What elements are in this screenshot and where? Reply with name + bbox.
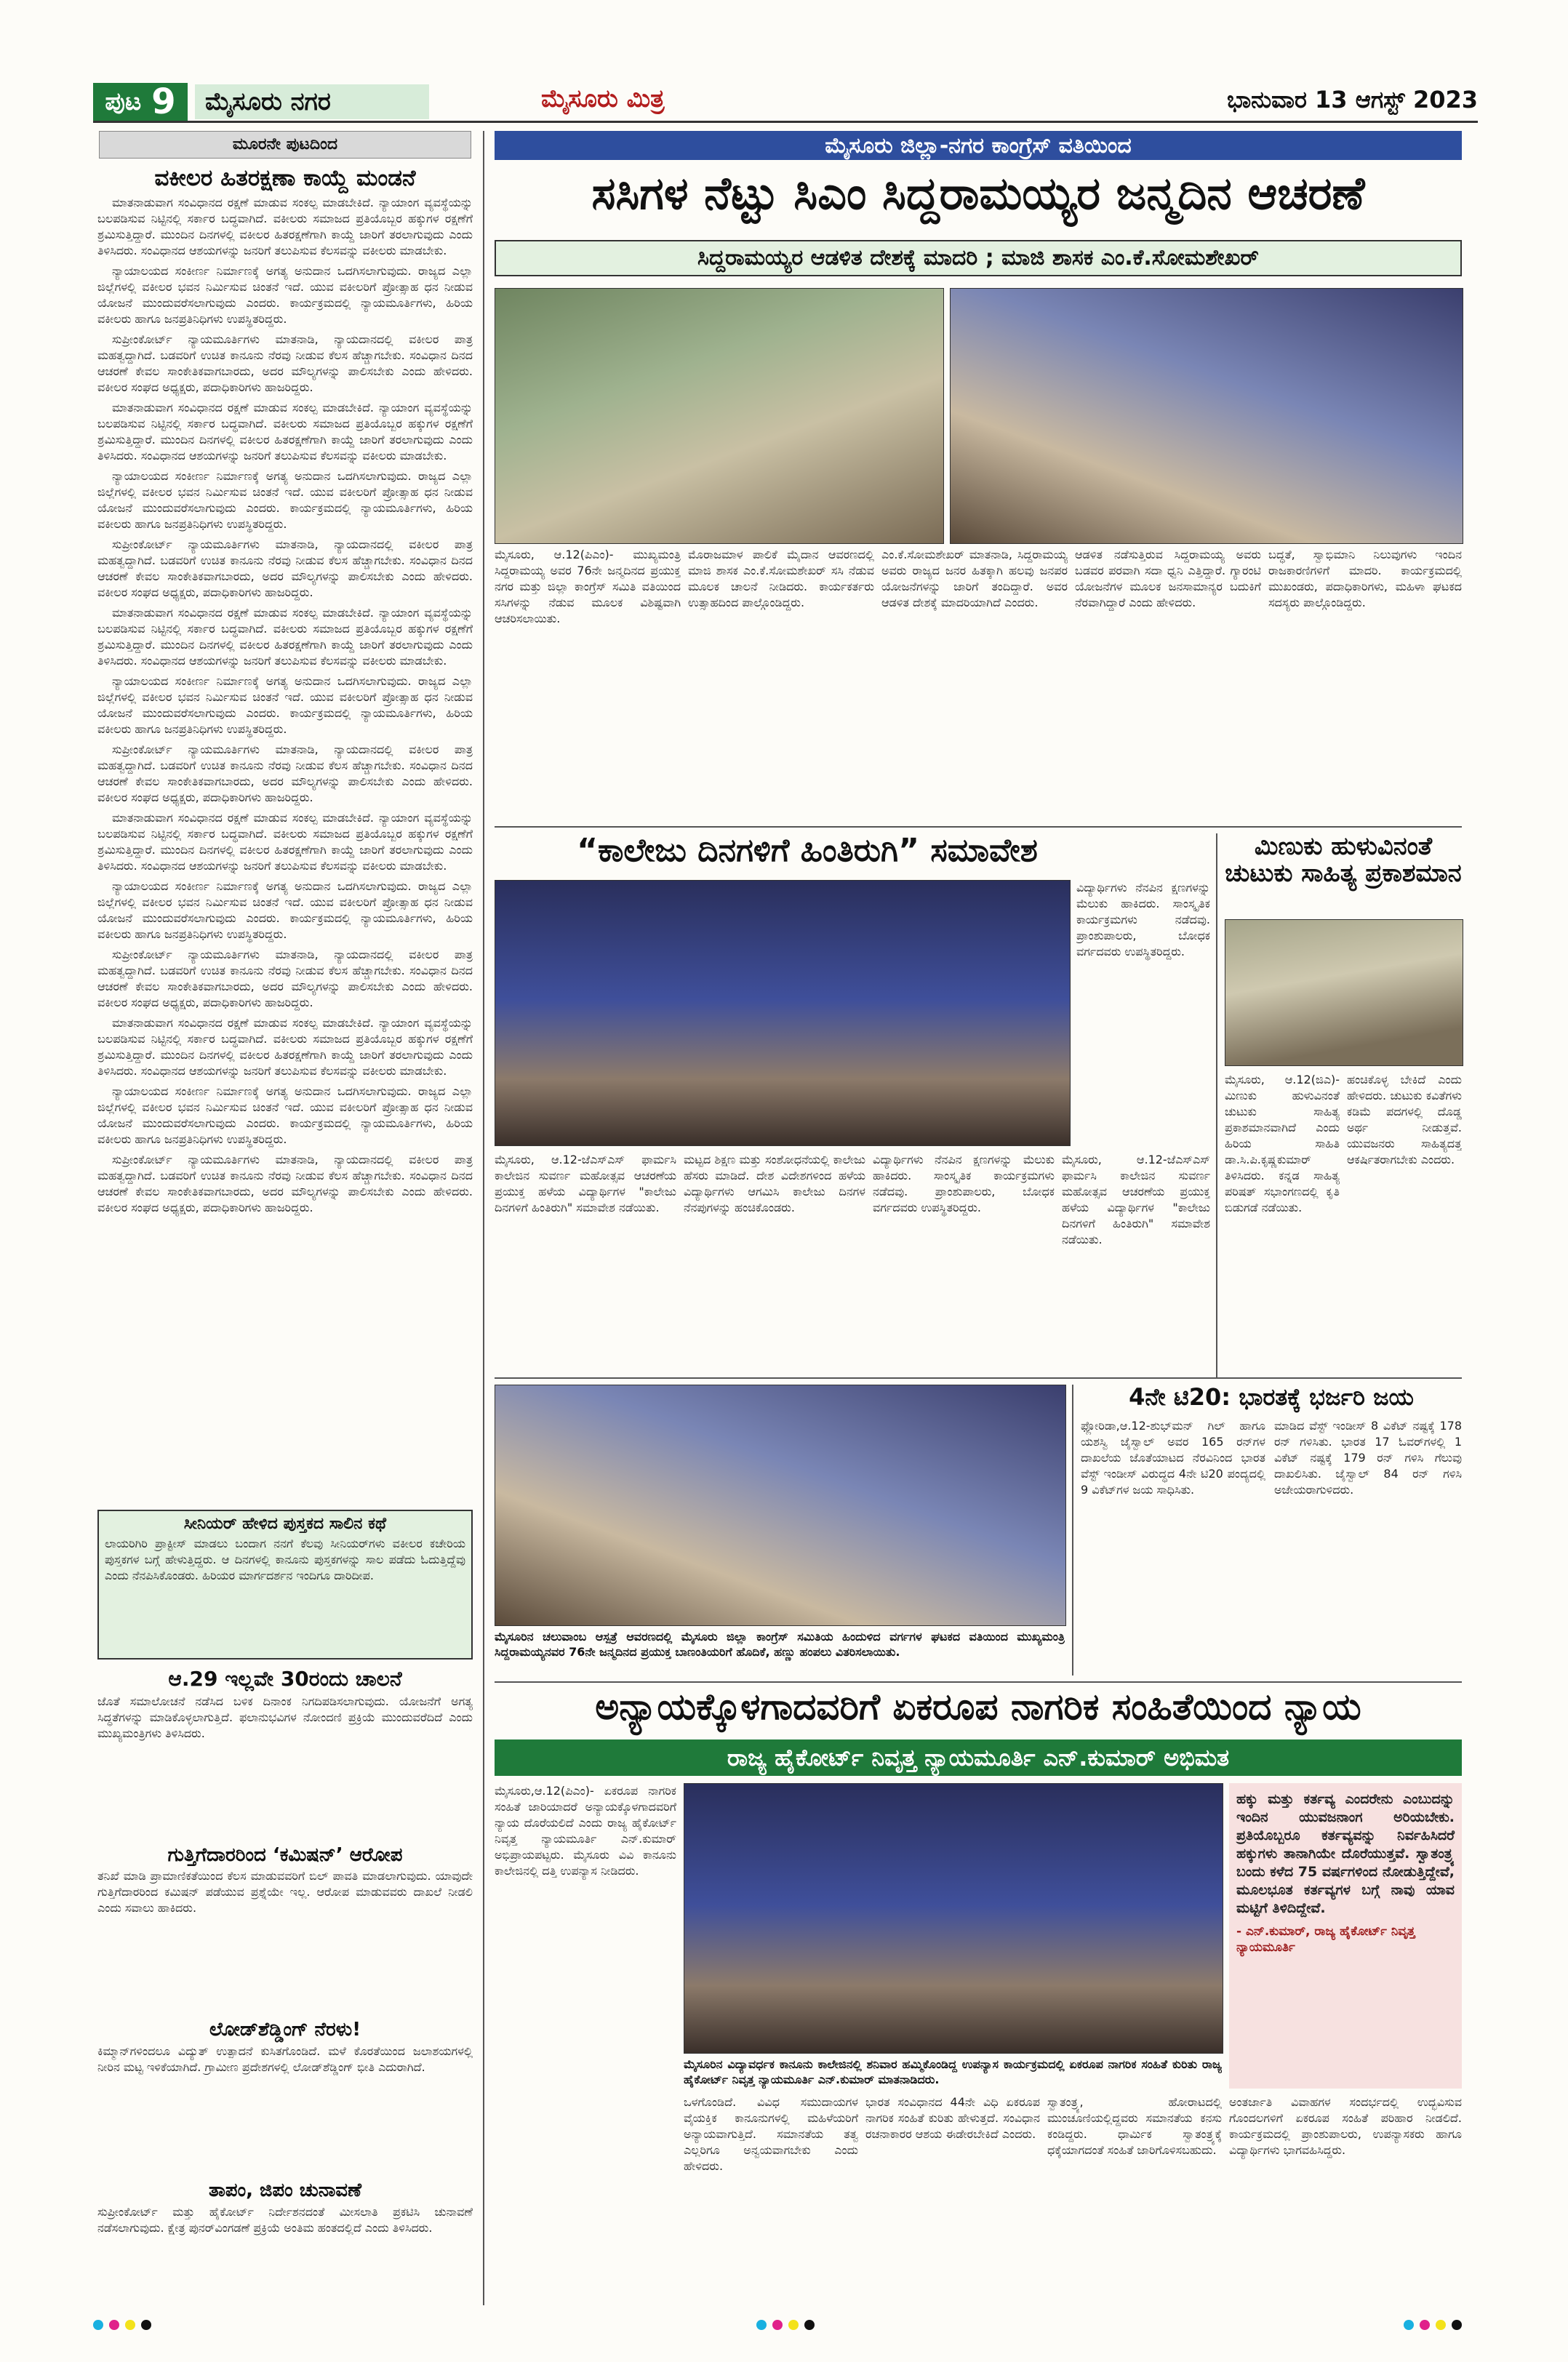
college-title: “ಕಾಲೇಜು ದಿನಗಳಿಗೆ ಹಿಂತಿರುಗಿ” ಸಮಾವೇಶ <box>577 832 1038 869</box>
cyan-mark <box>756 2320 767 2330</box>
ucc-quote-box <box>1229 1783 1462 2089</box>
ucc-quote: ಹಕ್ಕು ಮತ್ತು ಕರ್ತವ್ಯ ಎಂದರೇನು ಎಂಬುದನ್ನು ಇಂದಿನ ಯುವಜನಾಂಗ ಅರಿಯಬೇಕು. ಪ್ರತಿಯೊಬ್ಬರೂ ಕರ್ತವ್ಯವನ್ನು ನಿರ್ವಹಿಸಿದರೆ ಹಕ್ಕುಗಳು ತಾನಾಗಿಯೇ ದೊರೆಯುತ್ತವೆ. ಸ್ವಾತಂತ್ರ್ಯ ಬಂದು ಕಳೆದ 75 ವರ್ಷಗಳಿಂದ ನೋಡುತ್ತಿದ್ದೇವೆ, ಮೂಲಭೂತ ಕರ್ತವ್ಯಗಳ ಬಗ್ಗೆ ನಾವು ಯಾವ ಮಟ್ಟಿಗೆ ತಿಳಿದಿದ್ದೇವೆ. <box>1236 1791 1455 1916</box>
ucc-quote-author: - ಎನ್.ಕುಮಾರ್, ರಾಜ್ಯ ಹೈಕೋರ್ಟ್ ನಿವೃತ್ತ ನ್ಯಾಯಮೂರ್ತಿ <box>1236 1924 1415 1955</box>
cricket-title: 4ನೇ ಟಿ20: ಭಾರತಕ್ಕೆ ಭರ್ಜರಿ ಜಯ <box>1129 1383 1414 1411</box>
page-number: 9 <box>151 81 176 122</box>
lawyers-act-p3: ಸುಪ್ರೀಂಕೋರ್ಟ್ ನ್ಯಾಯಮೂರ್ತಿಗಳು ಮಾತನಾಡಿ, ನ್ಯಾಯದಾನದಲ್ಲಿ ವಕೀಲರ ಪಾತ್ರ ಮಹತ್ವದ್ದಾಗಿದೆ. ಬಡವರಿಗೆ ಉಚಿತ ಕಾನೂನು ನೆರವು ನೀಡುವ ಕೆಲಸ ಹೆಚ್ಚಾಗಬೇಕು. ಸಂವಿಧಾನ ದಿನದ ಆಚರಣೆ ಕೇವಲ ಸಾಂಕೇತಿಕವಾಗಬಾರದು, ಅದರ ಮೌಲ್ಯಗಳನ್ನು ಪಾಲಿಸಬೇಕು ಎಂದು ಹೇಳಿದರು. ವಕೀಲರ ಸಂಘದ ಅಧ್ಯಕ್ಷರು, ಪದಾಧಿಕಾರಿಗಳು ಹಾಜರಿದ್ದರು. <box>97 332 473 395</box>
yellow-mark <box>1436 2320 1446 2330</box>
lawyers-act-p1-cont4: ಮಾತನಾಡುವಾಗ ಸಂವಿಧಾನದ ರಕ್ಷಣೆ ಮಾಡುವ ಸಂಕಲ್ಪ ಮಾಡಬೇಕಿದೆ. ನ್ಯಾಯಾಂಗ ವ್ಯವಸ್ಥೆಯನ್ನು ಬಲಪಡಿಸುವ ನಿಟ್ಟಿನಲ್ಲಿ ಸರ್ಕಾರ ಬದ್ಧವಾಗಿದೆ. ವಕೀಲರು ಸಮಾಜದ ಪ್ರತಿಯೊಬ್ಬರ ಹಕ್ಕುಗಳ ರಕ್ಷಣೆಗೆ ಶ್ರಮಿಸುತ್ತಿದ್ದಾರೆ. ಮುಂದಿನ ದಿನಗಳಲ್ಲಿ ವಕೀಲರ ಹಿತರಕ್ಷಣೆಗಾಗಿ ಕಾಯ್ದೆ ಜಾರಿಗೆ ತರಲಾಗುವುದು ಎಂದು ತಿಳಿಸಿದರು. ಸಂವಿಧಾನದ ಆಶಯಗಳನ್ನು ಜನರಿಗೆ ತಲುಪಿಸುವ ಕೆಲಸವನ್ನು ವಕೀಲರು ಮಾಡಬೇಕು. <box>97 1016 473 1078</box>
cricket-rule <box>1072 1385 1073 1676</box>
hospital-photo <box>495 1385 1066 1626</box>
lawyers-act-p3-cont4: ಸುಪ್ರೀಂಕೋರ್ಟ್ ನ್ಯಾಯಮೂರ್ತಿಗಳು ಮಾತನಾಡಿ, ನ್ಯಾಯದಾನದಲ್ಲಿ ವಕೀಲರ ಪಾತ್ರ ಮಹತ್ವದ್ದಾಗಿದೆ. ಬಡವರಿಗೆ ಉಚಿತ ಕಾನೂನು ನೆರವು ನೀಡುವ ಕೆಲಸ ಹೆಚ್ಚಾಗಬೇಕು. ಸಂವಿಧಾನ ದಿನದ ಆಚರಣೆ ಕೇವಲ ಸಾಂಕೇತಿಕವಾಗಬಾರದು, ಅದರ ಮೌಲ್ಯಗಳನ್ನು ಪಾಲಿಸಬೇಕು ಎಂದು ಹೇಳಿದರು. ವಕೀಲರ ಸಂಘದ ಅಧ್ಯಕ್ಷರು, ಪದಾಧಿಕಾರಿಗಳು ಹಾಜರಿದ್ದರು. <box>97 1153 473 1215</box>
launch-date-body: ಜೊತೆ ಸಮಾಲೋಚನೆ ನಡೆಸಿದ ಬಳಿಕ ದಿನಾಂಕ ನಿಗದಿಪಡಿಸಲಾಗುವುದು. ಯೋಜನೆಗೆ ಅಗತ್ಯ ಸಿದ್ಧತೆಗಳನ್ನು ಮಾಡಿಕೊಳ್ಳಲಾಗುತ್ತಿದೆ. ಫಲಾನುಭವಿಗಳ ನೋಂದಣಿ ಪ್ರಕ್ರಿಯೆ ಮುಂದುವರೆದಿದೆ ಎಂದು ಮುಖ್ಯಮಂತ್ರಿಗಳು ತಿಳಿಸಿದರು. <box>97 1694 473 1740</box>
black-mark <box>1452 2320 1462 2330</box>
top-story-col5: ಬದ್ಧತೆ, ಸ್ವಾಭಿಮಾನಿ ನಿಲುವುಗಳು ಇಂದಿನ ರಾಜಕಾರಣಿಗಳಿಗೆ ಮಾದರಿ. ಕಾರ್ಯಕ್ರಮದಲ್ಲಿ ಮುಖಂಡರು, ಪದಾಧಿಕಾರಿಗಳು, ಮಹಿಳಾ ಘಟಕದ ಸದಸ್ಯರು ಪಾಲ್ಗೊಂಡಿದ್ದರು. <box>1268 548 1462 609</box>
mid-column-rule <box>1216 833 1217 1377</box>
lawyers-act-p1: ಮಾತನಾಡುವಾಗ ಸಂವಿಧಾನದ ರಕ್ಷಣೆ ಮಾಡುವ ಸಂಕಲ್ಪ ಮಾಡಬೇಕಿದೆ. ನ್ಯಾಯಾಂಗ ವ್ಯವಸ್ಥೆಯನ್ನು ಬಲಪಡಿಸುವ ನಿಟ್ಟಿನಲ್ಲಿ ಸರ್ಕಾರ ಬದ್ಧವಾಗಿದೆ. ವಕೀಲರು ಸಮಾಜದ ಪ್ರತಿಯೊಬ್ಬರ ಹಕ್ಕುಗಳ ರಕ್ಷಣೆಗೆ ಶ್ರಮಿಸುತ್ತಿದ್ದಾರೆ. ಮುಂದಿನ ದಿನಗಳಲ್ಲಿ ವಕೀಲರ ಹಿತರಕ್ಷಣೆಗಾಗಿ ಕಾಯ್ದೆ ಜಾರಿಗೆ ತರಲಾಗುವುದು ಎಂದು ತಿಳಿಸಿದರು. ಸಂವಿಧಾನದ ಆಶಯಗಳನ್ನು ಜನರಿಗೆ ತಲುಪಿಸುವ ಕೆಲಸವನ್ನು ವಕೀಲರು ಮಾಡಬೇಕು. <box>97 196 473 258</box>
lawyers-act-p3-cont3: ಸುಪ್ರೀಂಕೋರ್ಟ್ ನ್ಯಾಯಮೂರ್ತಿಗಳು ಮಾತನಾಡಿ, ನ್ಯಾಯದಾನದಲ್ಲಿ ವಕೀಲರ ಪಾತ್ರ ಮಹತ್ವದ್ದಾಗಿದೆ. ಬಡವರಿಗೆ ಉಚಿತ ಕಾನೂನು ನೆರವು ನೀಡುವ ಕೆಲಸ ಹೆಚ್ಚಾಗಬೇಕು. ಸಂವಿಧಾನ ದಿನದ ಆಚರಣೆ ಕೇವಲ ಸಾಂಕೇತಿಕವಾಗಬಾರದು, ಅದರ ಮೌಲ್ಯಗಳನ್ನು ಪಾಲಿಸಬೇಕು ಎಂದು ಹೇಳಿದರು. ವಕೀಲರ ಸಂಘದ ಅಧ್ಯಕ್ಷರು, ಪದಾಧಿಕಾರಿಗಳು ಹಾಜರಿದ್ದರು. <box>97 948 473 1010</box>
print-marks-left <box>93 2320 151 2330</box>
ucc-headline: ಅನ್ಯಾಯಕ್ಕೊಳಗಾದವರಿಗೆ ಏಕರೂಪ ನಾಗರಿಕ ಸಂಹಿತೆಯಿಂದ ನ್ಯಾಯ <box>595 1686 1361 1728</box>
lawyers-act-body <box>93 195 477 1504</box>
magenta-mark <box>1420 2320 1430 2330</box>
page-word: ಪುಟ <box>105 87 142 116</box>
senior-story-box <box>97 1510 473 1660</box>
commission-body: ತನಿಖೆ ಮಾಡಿ ಪ್ರಾಮಾಣಿಕತೆಯಿಂದ ಕೆಲಸ ಮಾಡುವವರಿಗೆ ಬಿಲ್ ಪಾವತಿ ಮಾಡಲಾಗುವುದು. ಯಾವುದೇ ಗುತ್ತಿಗೆದಾರರಿಂದ ಕಮಿಷನ್ ಪಡೆಯುವ ಪ್ರಶ್ನೆಯೇ ಇಲ್ಲ. ಆರೋಪ ಮಾಡುವವರು ದಾಖಲೆ ನೀಡಲಿ ಎಂದು ಸವಾಲು ಹಾಕಿದರು. <box>97 1869 473 1915</box>
lawyers-act-p1-cont3: ಮಾತನಾಡುವಾಗ ಸಂವಿಧಾನದ ರಕ್ಷಣೆ ಮಾಡುವ ಸಂಕಲ್ಪ ಮಾಡಬೇಕಿದೆ. ನ್ಯಾಯಾಂಗ ವ್ಯವಸ್ಥೆಯನ್ನು ಬಲಪಡಿಸುವ ನಿಟ್ಟಿನಲ್ಲಿ ಸರ್ಕಾರ ಬದ್ಧವಾಗಿದೆ. ವಕೀಲರು ಸಮಾಜದ ಪ್ರತಿಯೊಬ್ಬರ ಹಕ್ಕುಗಳ ರಕ್ಷಣೆಗೆ ಶ್ರಮಿಸುತ್ತಿದ್ದಾರೆ. ಮುಂದಿನ ದಿನಗಳಲ್ಲಿ ವಕೀಲರ ಹಿತರಕ್ಷಣೆಗಾಗಿ ಕಾಯ್ದೆ ಜಾರಿಗೆ ತರಲಾಗುವುದು ಎಂದು ತಿಳಿಸಿದರು. ಸಂವಿಧಾನದ ಆಶಯಗಳನ್ನು ಜನರಿಗೆ ತಲುಪಿಸುವ ಕೆಲಸವನ್ನು ವಕೀಲರು ಮಾಡಬೇಕು. <box>97 811 473 873</box>
yellow-mark <box>788 2320 799 2330</box>
top-story-col2: ಮೊರಾಜಮಾಳ ಪಾಲಿಕೆ ಮೈದಾನ ಆವರಣದಲ್ಲಿ ಮಾಜಿ ಶಾಸಕ ಎಂ.ಕೆ.ಸೋಮಶೇಖರ್ ಸಸಿ ನೆಡುವ ಮೂಲಕ ಚಾಲನೆ ನೀಡಿದರು. ಕಾರ್ಯಕರ್ತರು ಉತ್ಸಾಹದಿಂದ ಪಾಲ್ಗೊಂಡಿದ್ದರು. <box>688 548 874 609</box>
book-title: ಮಿಣುಕು ಹುಳುವಿನಂತೆ ಚುಟುಕು ಸಾಹಿತ್ಯ ಪ್ರಕಾಶಮಾನ <box>1225 832 1462 889</box>
ucc-col4: ಸ್ವಾತಂತ್ರ್ಯ, ಹೋರಾಟದಲ್ಲಿ ಮುಂಚೂಣಿಯಲ್ಲಿದ್ದವರು ಸಮಾನತೆಯ ಕನಸು ಕಂಡಿದ್ದರು. ಧಾರ್ಮಿಕ ಸ್ವಾತಂತ್ರ್ಯಕ್ಕೆ ಧಕ್ಕೆಯಾಗದಂತೆ ಸಂಹಿತೆ ಜಾರಿಗೊಳಿಸಬಹುದು. <box>1047 2095 1222 2157</box>
mid-rule-2 <box>495 1377 1462 1379</box>
college-col3: ವಿದ್ಯಾರ್ಥಿಗಳು ನೆನಪಿನ ಕ್ಷಣಗಳನ್ನು ಮೆಲುಕು ಹಾಕಿದರು. ಸಾಂಸ್ಕೃತಿಕ ಕಾರ್ಯಕ್ರಮಗಳು ನಡೆದವು. ಪ್ರಾಂಶುಪಾಲರು, ಬೋಧಕ ವರ್ಗದವರು ಉಪಸ್ಥಿತರಿದ್ದರು. <box>873 1153 1055 1214</box>
page-number-badge <box>93 83 188 121</box>
book-col2: ಹಂಚಿಕೊಳ್ಳ ಬೇಕಿದೆ ಎಂದು ಹೇಳಿದರು. ಚುಟುಕು ಕವಿತೆಗಳು ಕಡಿಮೆ ಪದಗಳಲ್ಲಿ ದೊಡ್ಡ ಅರ್ಥ ನೀಡುತ್ತವೆ. ಯುವಜನರು ಸಾಹಿತ್ಯದತ್ತ ಆಕರ್ಷಿತರಾಗಬೇಕು ಎಂದರು. <box>1347 1073 1462 1166</box>
lawyers-act-p1-cont: ಮಾತನಾಡುವಾಗ ಸಂವಿಧಾನದ ರಕ್ಷಣೆ ಮಾಡುವ ಸಂಕಲ್ಪ ಮಾಡಬೇಕಿದೆ. ನ್ಯಾಯಾಂಗ ವ್ಯವಸ್ಥೆಯನ್ನು ಬಲಪಡಿಸುವ ನಿಟ್ಟಿನಲ್ಲಿ ಸರ್ಕಾರ ಬದ್ಧವಾಗಿದೆ. ವಕೀಲರು ಸಮಾಜದ ಪ್ರತಿಯೊಬ್ಬರ ಹಕ್ಕುಗಳ ರಕ್ಷಣೆಗೆ ಶ್ರಮಿಸುತ್ತಿದ್ದಾರೆ. ಮುಂದಿನ ದಿನಗಳಲ್ಲಿ ವಕೀಲರ ಹಿತರಕ್ಷಣೆಗಾಗಿ ಕಾಯ್ದೆ ಜಾರಿಗೆ ತರಲಾಗುವುದು ಎಂದು ತಿಳಿಸಿದರು. ಸಂವಿಧಾನದ ಆಶಯಗಳನ್ನು ಜನರಿಗೆ ತಲುಪಿಸುವ ಕೆಲಸವನ್ನು ವಕೀಲರು ಮಾಡಬೇಕು. <box>97 401 473 463</box>
issue-date: ಭಾನುವಾರ 13 ಆಗಸ್ಟ್ 2023 <box>1227 86 1478 113</box>
black-mark <box>804 2320 815 2330</box>
lawyers-act-p2-cont4: ನ್ಯಾಯಾಲಯದ ಸಂಕೀರ್ಣ ನಿರ್ಮಾಣಕ್ಕೆ ಅಗತ್ಯ ಅನುದಾನ ಒದಗಿಸಲಾಗುವುದು. ರಾಜ್ಯದ ಎಲ್ಲಾ ಜಿಲ್ಲೆಗಳಲ್ಲಿ ವಕೀಲರ ಭವನ ನಿರ್ಮಿಸುವ ಚಿಂತನೆ ಇದೆ. ಯುವ ವಕೀಲರಿಗೆ ಪ್ರೋತ್ಸಾಹ ಧನ ನೀಡುವ ಯೋಜನೆ ಮುಂದುವರೆಸಲಾಗುವುದು ಎಂದರು. ಕಾರ್ಯಕ್ರಮದಲ್ಲಿ ನ್ಯಾಯಮೂರ್ತಿಗಳು, ಹಿರಿಯ ವಕೀಲರು ಹಾಗೂ ಜನಪ್ರತಿನಿಧಿಗಳು ಉಪಸ್ಥಿತರಿದ್ದರು. <box>97 1084 473 1147</box>
college-col1: ಮೈಸೂರು, ಆ.12-ಜೆಎಸ್‌ಎಸ್ ಫಾರ್ಮಸಿ ಕಾಲೇಜಿನ ಸುವರ್ಣ ಮಹೋತ್ಸವ ಆಚರಣೆಯ ಪ್ರಯುಕ್ತ ಹಳೆಯ ವಿದ್ಯಾರ್ಥಿಗಳ "ಕಾಲೇಜು ದಿನಗಳಿಗೆ ಹಿಂತಿರುಗಿ" ಸಮಾವೇಶ ನಡೆಯಿತು. <box>495 1153 676 1214</box>
lawyers-act-p3-cont2: ಸುಪ್ರೀಂಕೋರ್ಟ್ ನ್ಯಾಯಮೂರ್ತಿಗಳು ಮಾತನಾಡಿ, ನ್ಯಾಯದಾನದಲ್ಲಿ ವಕೀಲರ ಪಾತ್ರ ಮಹತ್ವದ್ದಾಗಿದೆ. ಬಡವರಿಗೆ ಉಚಿತ ಕಾನೂನು ನೆರವು ನೀಡುವ ಕೆಲಸ ಹೆಚ್ಚಾಗಬೇಕು. ಸಂವಿಧಾನ ದಿನದ ಆಚರಣೆ ಕೇವಲ ಸಾಂಕೇತಿಕವಾಗಬಾರದು, ಅದರ ಮೌಲ್ಯಗಳನ್ನು ಪಾಲಿಸಬೇಕು ಎಂದು ಹೇಳಿದರು. ವಕೀಲರ ಸಂಘದ ಅಧ್ಯಕ್ಷರು, ಪದಾಧಿಕಾರಿಗಳು ಹಾಜರಿದ್ದರು. <box>97 742 473 805</box>
sapling-photo-left <box>495 288 944 544</box>
top-story-col1: ಮೈಸೂರು, ಆ.12(ಪಿಎಂ)- ಮುಖ್ಯಮಂತ್ರಿ ಸಿದ್ದರಾಮಯ್ಯ ಅವರ 76ನೇ ಜನ್ಮದಿನದ ಪ್ರಯುಕ್ತ ನಗರ ಮತ್ತು ಜಿಲ್ಲಾ ಕಾಂಗ್ರೆಸ್ ಸಮಿತಿ ವತಿಯಿಂದ ಸಸಿಗಳನ್ನು ನೆಡುವ ಮೂಲಕ ವಿಶಿಷ್ಟವಾಗಿ ಆಚರಿಸಲಾಯಿತು. <box>495 548 681 625</box>
election-body: ಸುಪ್ರೀಂಕೋರ್ಟ್ ಮತ್ತು ಹೈಕೋರ್ಟ್ ನಿರ್ದೇಶನದಂತೆ ಮೀಸಲಾತಿ ಪ್ರಕಟಿಸಿ ಚುನಾವಣೆ ನಡೆಸಲಾಗುವುದು. ಕ್ಷೇತ್ರ ಪುನರ್‌ವಿಂಗಡಣೆ ಪ್ರಕ್ರಿಯೆ ಅಂತಿಮ ಹಂತದಲ್ಲಿದೆ ಎಂದು ತಿಳಿಸಿದರು. <box>97 2204 473 2235</box>
yellow-mark <box>125 2320 135 2330</box>
sapling-photo-right <box>950 288 1463 544</box>
top-headline: ಸಸಿಗಳ ನೆಟ್ಟು ಸಿಎಂ ಸಿದ್ದರಾಮಯ್ಯರ ಜನ್ಮದಿನ ಆಚರಣೆ <box>591 167 1365 220</box>
book-col1: ಮೈಸೂರು, ಆ.12(ಜಿಎ)-ಮಿಣುಕು ಹುಳುವಿನಂತೆ ಚುಟುಕು ಸಾಹಿತ್ಯ ಪ್ರಕಾಶಮಾನವಾಗಿದೆ ಎಂದು ಹಿರಿಯ ಸಾಹಿತಿ ಡಾ.ಸಿ.ಪಿ.ಕೃಷ್ಣಕುಮಾರ್ ತಿಳಿಸಿದರು. ಕನ್ನಡ ಸಾಹಿತ್ಯ ಪರಿಷತ್ ಸಭಾಂಗಣದಲ್ಲಿ ಕೃತಿ ಬಿಡುಗಡೆ ನಡೆಯಿತು. <box>1225 1073 1340 1214</box>
cricket-col2: ಮಾಡಿದ ವೆಸ್ಟ್ ಇಂಡೀಸ್ 8 ವಿಕೆಟ್ ನಷ್ಟಕ್ಕೆ 178 ರನ್ ಗಳಿಸಿತು. ಭಾರತ 17 ಓವರ್‌ಗಳಲ್ಲಿ 1 ವಿಕೆಟ್ ನಷ್ಟಕ್ಕೆ 179 ರನ್ ಗಳಿಸಿ ಗೆಲುವು ದಾಖಲಿಸಿತು. ಜೈಸ್ವಾಲ್ 84 ರನ್ ಗಳಿಸಿ ಅಜೇಯರಾಗುಳಿದರು. <box>1274 1419 1462 1497</box>
masthead: ಮೈಸೂರು ಮಿತ್ರ <box>541 84 665 113</box>
left-column-rule <box>483 131 484 2305</box>
section-name: ಮೈಸೂರು ನಗರ <box>195 84 429 119</box>
ucc-photo-caption: ಮೈಸೂರಿನ ವಿದ್ಯಾವರ್ಧಕ ಕಾನೂನು ಕಾಲೇಜಿನಲ್ಲಿ ಶನಿವಾರ ಹಮ್ಮಿಕೊಂಡಿದ್ದ ಉಪನ್ಯಾಸ ಕಾರ್ಯಕ್ರಮದಲ್ಲಿ ಏಕರೂಪ ನಾಗರಿಕ ಸಂಹಿತೆ ಕುರಿತು ರಾಜ್ಯ ಹೈಕೋರ್ಟ್ ನಿವೃತ್ತ ನ್ಯಾಯಮೂರ್ತಿ ಎನ್.ಕುಮಾರ್ ಮಾತನಾಡಿದರು. <box>684 2057 1222 2086</box>
cricket-col1: ಫ್ಲೋರಿಡಾ,ಆ.12-ಶುಭ್‌ಮನ್ ಗಿಲ್ ಹಾಗೂ ಯಶಸ್ವಿ ಜೈಸ್ವಾಲ್ ಅವರ 165 ರನ್‌ಗಳ ದಾಖಲೆಯ ಜೊತೆಯಾಟದ ನೆರವಿನಿಂದ ಭಾರತ ವೆಸ್ಟ್ ಇಂಡೀಸ್ ವಿರುದ್ಧದ 4ನೇ ಟಿ20 ಪಂದ್ಯದಲ್ಲಿ 9 ವಿಕೆಟ್‌ಗಳ ಜಯ ಸಾಧಿಸಿತು. <box>1081 1419 1265 1497</box>
top-story-col3: ಎಂ.ಕೆ.ಸೋಮಶೇಖರ್ ಮಾತನಾಡಿ, ಸಿದ್ದರಾಮಯ್ಯ ಅವರು ರಾಜ್ಯದ ಜನರ ಹಿತಕ್ಕಾಗಿ ಹಲವು ಜನಪರ ಯೋಜನೆಗಳನ್ನು ಜಾರಿಗೆ ತಂದಿದ್ದಾರೆ. ಅವರ ಆಡಳಿತ ದೇಶಕ್ಕೆ ಮಾದರಿಯಾಗಿದೆ ಎಂದರು. <box>881 548 1068 609</box>
college-stage-photo <box>495 880 1071 1146</box>
election-title: ತಾಪಂ, ಜಿಪಂ ಚುನಾವಣೆ <box>208 2179 362 2202</box>
mid-rule-3 <box>495 1681 1462 1683</box>
college-col4: ಮೈಸೂರು, ಆ.12-ಜೆಎಸ್‌ಎಸ್ ಫಾರ್ಮಸಿ ಕಾಲೇಜಿನ ಸುವರ್ಣ ಮಹೋತ್ಸವ ಆಚರಣೆಯ ಪ್ರಯುಕ್ತ ಹಳೆಯ ವಿದ್ಯಾರ್ಥಿಗಳ "ಕಾಲೇಜು ದಿನಗಳಿಗೆ ಹಿಂತಿರುಗಿ" ಸಮಾವೇಶ ನಡೆಯಿತು. <box>1062 1153 1210 1246</box>
senior-story-title: ಸೀನಿಯರ್ ಹೇಳಿದ ಪುಸ್ತಕದ ಸಾಲಿನ ಕಥೆ <box>183 1515 387 1534</box>
black-mark <box>141 2320 151 2330</box>
lawyers-act-p1-cont2: ಮಾತನಾಡುವಾಗ ಸಂವಿಧಾನದ ರಕ್ಷಣೆ ಮಾಡುವ ಸಂಕಲ್ಪ ಮಾಡಬೇಕಿದೆ. ನ್ಯಾಯಾಂಗ ವ್ಯವಸ್ಥೆಯನ್ನು ಬಲಪಡಿಸುವ ನಿಟ್ಟಿನಲ್ಲಿ ಸರ್ಕಾರ ಬದ್ಧವಾಗಿದೆ. ವಕೀಲರು ಸಮಾಜದ ಪ್ರತಿಯೊಬ್ಬರ ಹಕ್ಕುಗಳ ರಕ್ಷಣೆಗೆ ಶ್ರಮಿಸುತ್ತಿದ್ದಾರೆ. ಮುಂದಿನ ದಿನಗಳಲ್ಲಿ ವಕೀಲರ ಹಿತರಕ್ಷಣೆಗಾಗಿ ಕಾಯ್ದೆ ಜಾರಿಗೆ ತರಲಾಗುವುದು ಎಂದು ತಿಳಿಸಿದರು. ಸಂವಿಧಾನದ ಆಶಯಗಳನ್ನು ಜನರಿಗೆ ತಲುಪಿಸುವ ಕೆಲಸವನ್ನು ವಕೀಲರು ಮಾಡಬೇಕು. <box>97 606 473 668</box>
mid-rule <box>495 826 1462 828</box>
top-story-col4: ಆಡಳಿತ ನಡೆಸುತ್ತಿರುವ ಸಿದ್ದರಾಮಯ್ಯ ಅವರು ಬಡವರ ಪರವಾಗಿ ಸದಾ ಧ್ವನಿ ಎತ್ತಿದ್ದಾರೆ. ಗ್ಯಾರಂಟಿ ಯೋಜನೆಗಳ ಮೂಲಕ ಜನಸಾಮಾನ್ಯರ ಬದುಕಿಗೆ ನೆರವಾಗಿದ್ದಾರೆ ಎಂದು ಹೇಳಿದರು. <box>1075 548 1261 609</box>
ucc-col3: ಭಾರತ ಸಂವಿಧಾನದ 44ನೇ ವಿಧಿ ಏಕರೂಪ ನಾಗರಿಕ ಸಂಹಿತೆ ಕುರಿತು ಹೇಳುತ್ತದೆ. ಸಂವಿಧಾನ ರಚನಾಕಾರರ ಆಶಯ ಈಡೇರಬೇಕಿದೆ ಎಂದರು. <box>865 2095 1040 2141</box>
left-column <box>93 131 477 2305</box>
launch-date-title: ಆ.29 ಇಲ್ಲವೇ 30ರಂದು ಚಾಲನೆ <box>168 1667 402 1692</box>
senior-story-body: ಲಾಯರಿಗಿರಿ ಪ್ರಾಕ್ಟೀಸ್ ಮಾಡಲು ಬಂದಾಗ ನನಗೆ ಕೆಲವು ಸೀನಿಯರ್‌ಗಳು ವಕೀಲರ ಕಚೇರಿಯ ಪುಸ್ತಕಗಳ ಬಗ್ಗೆ ಹೇಳುತ್ತಿದ್ದರು. ಆ ದಿನಗಳಲ್ಲಿ ಕಾನೂನು ಪುಸ್ತಕಗಳನ್ನು ಸಾಲ ಪಡೆದು ಓದುತ್ತಿದ್ದೆವು ಎಂದು ನೆನಪಿಸಿಕೊಂಡರು. ಹಿರಿಯರ ಮಾರ್ಗದರ್ಶನ ಇಂದಿಗೂ ದಾರಿದೀಪ. <box>105 1537 465 1583</box>
loadshedding-body: ಕಿಮ್ಮಾನ್‌ಗಳಿಂದಲೂ ವಿದ್ಯುತ್ ಉತ್ಪಾದನೆ ಕುಸಿತಗೊಂಡಿದೆ. ಮಳೆ ಕೊರತೆಯಿಂದ ಜಲಾಶಯಗಳಲ್ಲಿ ನೀರಿನ ಮಟ್ಟ ಇಳಿಕೆಯಾಗಿದೆ. ಗ್ರಾಮೀಣ ಪ್ರದೇಶಗಳಲ್ಲಿ ಲೋಡ್‌ಶೆಡ್ಡಿಂಗ್ ಭೀತಿ ಎದುರಾಗಿದೆ. <box>97 2044 473 2075</box>
top-kicker: ಮೈಸೂರು ಜಿಲ್ಲಾ-ನಗರ ಕಾಂಗ್ರೆಸ್ ವತಿಯಿಂದ <box>495 131 1462 160</box>
hospital-photo-caption: ಮೈಸೂರಿನ ಚಲುವಾಂಬ ಆಸ್ಪತ್ರೆ ಆವರಣದಲ್ಲಿ ಮೈಸೂರು ಜಿಲ್ಲಾ ಕಾಂಗ್ರೆಸ್ ಸಮಿತಿಯ ಹಿಂದುಳಿದ ವರ್ಗಗಳ ಘಟಕದ ವತಿಯಿಂದ ಮುಖ್ಯಮಂತ್ರಿ ಸಿದ್ದರಾಮಯ್ಯನವರ 76ನೇ ಜನ್ಮದಿನದ ಪ್ರಯುಕ್ತ ಬಾಣಂತಿಯರಿಗೆ ಹೊದಿಕೆ, ಹಣ್ಣು ಹಂಪಲು ವಿತರಿಸಲಾಯಿತು. <box>495 1630 1065 1659</box>
college-col2: ಮಟ್ಟದ ಶಿಕ್ಷಣ ಮತ್ತು ಸಂಶೋಧನೆಯಲ್ಲಿ ಕಾಲೇಜು ಹೆಸರು ಮಾಡಿದೆ. ದೇಶ ವಿದೇಶಗಳಿಂದ ಹಳೆಯ ವಿದ್ಯಾರ್ಥಿಗಳು ಆಗಮಿಸಿ ಕಾಲೇಜು ದಿನಗಳ ನೆನಪುಗಳನ್ನು ಹಂಚಿಕೊಂಡರು. <box>684 1153 865 1214</box>
lawyers-act-p2-cont2: ನ್ಯಾಯಾಲಯದ ಸಂಕೀರ್ಣ ನಿರ್ಮಾಣಕ್ಕೆ ಅಗತ್ಯ ಅನುದಾನ ಒದಗಿಸಲಾಗುವುದು. ರಾಜ್ಯದ ಎಲ್ಲಾ ಜಿಲ್ಲೆಗಳಲ್ಲಿ ವಕೀಲರ ಭವನ ನಿರ್ಮಿಸುವ ಚಿಂತನೆ ಇದೆ. ಯುವ ವಕೀಲರಿಗೆ ಪ್ರೋತ್ಸಾಹ ಧನ ನೀಡುವ ಯೋಜನೆ ಮುಂದುವರೆಸಲಾಗುವುದು ಎಂದರು. ಕಾರ್ಯಕ್ರಮದಲ್ಲಿ ನ್ಯಾಯಮೂರ್ತಿಗಳು, ಹಿರಿಯ ವಕೀಲರು ಹಾಗೂ ಜನಪ್ರತಿನಿಧಿಗಳು ಉಪಸ್ಥಿತರಿದ್ದರು. <box>97 674 473 737</box>
ucc-col2: ಒಳಗೊಂಡಿದೆ. ವಿವಿಧ ಸಮುದಾಯಗಳ ವೈಯಕ್ತಿಕ ಕಾನೂನುಗಳಲ್ಲಿ ಮಹಿಳೆಯರಿಗೆ ಅನ್ಯಾಯವಾಗುತ್ತಿದೆ. ಸಮಾನತೆಯ ತತ್ವ ಎಲ್ಲರಿಗೂ ಅನ್ವಯವಾಗಬೇಕು ಎಂದು ಹೇಳಿದರು. <box>684 2095 858 2173</box>
magenta-mark <box>109 2320 119 2330</box>
book-release-photo <box>1225 919 1463 1066</box>
ucc-lecture-photo <box>684 1783 1223 2054</box>
lawyers-act-p2: ನ್ಯಾಯಾಲಯದ ಸಂಕೀರ್ಣ ನಿರ್ಮಾಣಕ್ಕೆ ಅಗತ್ಯ ಅನುದಾನ ಒದಗಿಸಲಾಗುವುದು. ರಾಜ್ಯದ ಎಲ್ಲಾ ಜಿಲ್ಲೆಗಳಲ್ಲಿ ವಕೀಲರ ಭವನ ನಿರ್ಮಿಸುವ ಚಿಂತನೆ ಇದೆ. ಯುವ ವಕೀಲರಿಗೆ ಪ್ರೋತ್ಸಾಹ ಧನ ನೀಡುವ ಯೋಜನೆ ಮುಂದುವರೆಸಲಾಗುವುದು ಎಂದರು. ಕಾರ್ಯಕ್ರಮದಲ್ಲಿ ನ್ಯಾಯಮೂರ್ತಿಗಳು, ಹಿರಿಯ ವಕೀಲರು ಹಾಗೂ ಜನಪ್ರತಿನಿಧಿಗಳು ಉಪಸ್ಥಿತರಿದ್ದರು. <box>97 264 473 327</box>
ucc-col1: ಮೈಸೂರು,ಆ.12(ಪಿಎಂ)- ಏಕರೂಪ ನಾಗರಿಕ ಸಂಹಿತೆ ಜಾರಿಯಾದರೆ ಅನ್ಯಾಯಕ್ಕೊಳಗಾದವರಿಗೆ ನ್ಯಾಯ ದೊರೆಯಲಿದೆ ಎಂದು ರಾಜ್ಯ ಹೈಕೋರ್ಟ್ ನಿವೃತ್ತ ನ್ಯಾಯಮೂರ್ತಿ ಎನ್.ಕುಮಾರ್ ಅಭಿಪ್ರಾಯಪಟ್ಟರು. ಮೈಸೂರು ವಿವಿ ಕಾನೂನು ಕಾಲೇಜಿನಲ್ಲಿ ದತ್ತಿ ಉಪನ್ಯಾಸ ನೀಡಿದರು. <box>495 1784 676 1878</box>
lawyers-act-p2-cont3: ನ್ಯಾಯಾಲಯದ ಸಂಕೀರ್ಣ ನಿರ್ಮಾಣಕ್ಕೆ ಅಗತ್ಯ ಅನುದಾನ ಒದಗಿಸಲಾಗುವುದು. ರಾಜ್ಯದ ಎಲ್ಲಾ ಜಿಲ್ಲೆಗಳಲ್ಲಿ ವಕೀಲರ ಭವನ ನಿರ್ಮಿಸುವ ಚಿಂತನೆ ಇದೆ. ಯುವ ವಕೀಲರಿಗೆ ಪ್ರೋತ್ಸಾಹ ಧನ ನೀಡುವ ಯೋಜನೆ ಮುಂದುವರೆಸಲಾಗುವುದು ಎಂದರು. ಕಾರ್ಯಕ್ರಮದಲ್ಲಿ ನ್ಯಾಯಮೂರ್ತಿಗಳು, ಹಿರಿಯ ವಕೀಲರು ಹಾಗೂ ಜನಪ್ರತಿನಿಧಿಗಳು ಉಪಸ್ಥಿತರಿದ್ದರು. <box>97 879 473 942</box>
print-marks-center <box>756 2320 815 2330</box>
print-marks-right <box>1404 2320 1462 2330</box>
continued-label: ಮೂರನೇ ಪುಟದಿಂದ <box>99 131 471 159</box>
ucc-col5: ಅಂತರ್ಜಾತಿ ವಿವಾಹಗಳ ಸಂದರ್ಭದಲ್ಲಿ ಉದ್ಭವಿಸುವ ಗೊಂದಲಗಳಿಗೆ ಏಕರೂಪ ಸಂಹಿತೆ ಪರಿಹಾರ ನೀಡಲಿದೆ. ಕಾರ್ಯಕ್ರಮದಲ್ಲಿ ಪ್ರಾಂಶುಪಾಲರು, ಉಪನ್ಯಾಸಕರು ಹಾಗೂ ವಿದ್ಯಾರ್ಥಿಗಳು ಭಾಗವಹಿಸಿದ್ದರು. <box>1229 2095 1462 2157</box>
top-subhead: ಸಿದ್ದರಾಮಯ್ಯರ ಆಡಳಿತ ದೇಶಕ್ಕೆ ಮಾದರಿ ; ಮಾಜಿ ಶಾಸಕ ಎಂ.ಕೆ.ಸೋಮಶೇಖರ್ <box>495 240 1462 276</box>
lawyers-act-title: ವಕೀಲರ ಹಿತರಕ್ಷಣಾ ಕಾಯ್ದೆ ಮಂಡನೆ <box>154 165 416 191</box>
commission-title: ಗುತ್ತಿಗೆದಾರರಿಂದ ‘ಕಮಿಷನ್’ ಆರೋಪ <box>167 1843 403 1866</box>
lawyers-act-p3-cont: ಸುಪ್ರೀಂಕೋರ್ಟ್ ನ್ಯಾಯಮೂರ್ತಿಗಳು ಮಾತನಾಡಿ, ನ್ಯಾಯದಾನದಲ್ಲಿ ವಕೀಲರ ಪಾತ್ರ ಮಹತ್ವದ್ದಾಗಿದೆ. ಬಡವರಿಗೆ ಉಚಿತ ಕಾನೂನು ನೆರವು ನೀಡುವ ಕೆಲಸ ಹೆಚ್ಚಾಗಬೇಕು. ಸಂವಿಧಾನ ದಿನದ ಆಚರಣೆ ಕೇವಲ ಸಾಂಕೇತಿಕವಾಗಬಾರದು, ಅದರ ಮೌಲ್ಯಗಳನ್ನು ಪಾಲಿಸಬೇಕು ಎಂದು ಹೇಳಿದರು. ವಕೀಲರ ಸಂಘದ ಅಧ್ಯಕ್ಷರು, ಪದಾಧಿಕಾರಿಗಳು ಹಾಜರಿದ್ದರು. <box>97 537 473 600</box>
college-intro: ವಿದ್ಯಾರ್ಥಿಗಳು ನೆನಪಿನ ಕ್ಷಣಗಳನ್ನು ಮೆಲುಕು ಹಾಕಿದರು. ಸಾಂಸ್ಕೃತಿಕ ಕಾರ್ಯಕ್ರಮಗಳು ನಡೆದವು. ಪ್ರಾಂಶುಪಾಲರು, ಬೋಧಕ ವರ್ಗದವರು ಉಪಸ್ಥಿತರಿದ್ದರು. <box>1076 881 1210 958</box>
lawyers-act-p2-cont: ನ್ಯಾಯಾಲಯದ ಸಂಕೀರ್ಣ ನಿರ್ಮಾಣಕ್ಕೆ ಅಗತ್ಯ ಅನುದಾನ ಒದಗಿಸಲಾಗುವುದು. ರಾಜ್ಯದ ಎಲ್ಲಾ ಜಿಲ್ಲೆಗಳಲ್ಲಿ ವಕೀಲರ ಭವನ ನಿರ್ಮಿಸುವ ಚಿಂತನೆ ಇದೆ. ಯುವ ವಕೀಲರಿಗೆ ಪ್ರೋತ್ಸಾಹ ಧನ ನೀಡುವ ಯೋಜನೆ ಮುಂದುವರೆಸಲಾಗುವುದು ಎಂದರು. ಕಾರ್ಯಕ್ರಮದಲ್ಲಿ ನ್ಯಾಯಮೂರ್ತಿಗಳು, ಹಿರಿಯ ವಕೀಲರು ಹಾಗೂ ಜನಪ್ರತಿನಿಧಿಗಳು ಉಪಸ್ಥಿತರಿದ್ದರು. <box>97 469 473 532</box>
magenta-mark <box>772 2320 783 2330</box>
loadshedding-title: ಲೋಡ್‌ಶೆಡ್ಡಿಂಗ್ ನೆರಳು! <box>209 2019 361 2041</box>
ucc-subhead: ರಾಜ್ಯ ಹೈಕೋರ್ಟ್ ನಿವೃತ್ತ ನ್ಯಾಯಮೂರ್ತಿ ಎನ್.ಕುಮಾರ್ ಅಭಿಮತ <box>495 1740 1462 1776</box>
cyan-mark <box>1404 2320 1414 2330</box>
cyan-mark <box>93 2320 103 2330</box>
